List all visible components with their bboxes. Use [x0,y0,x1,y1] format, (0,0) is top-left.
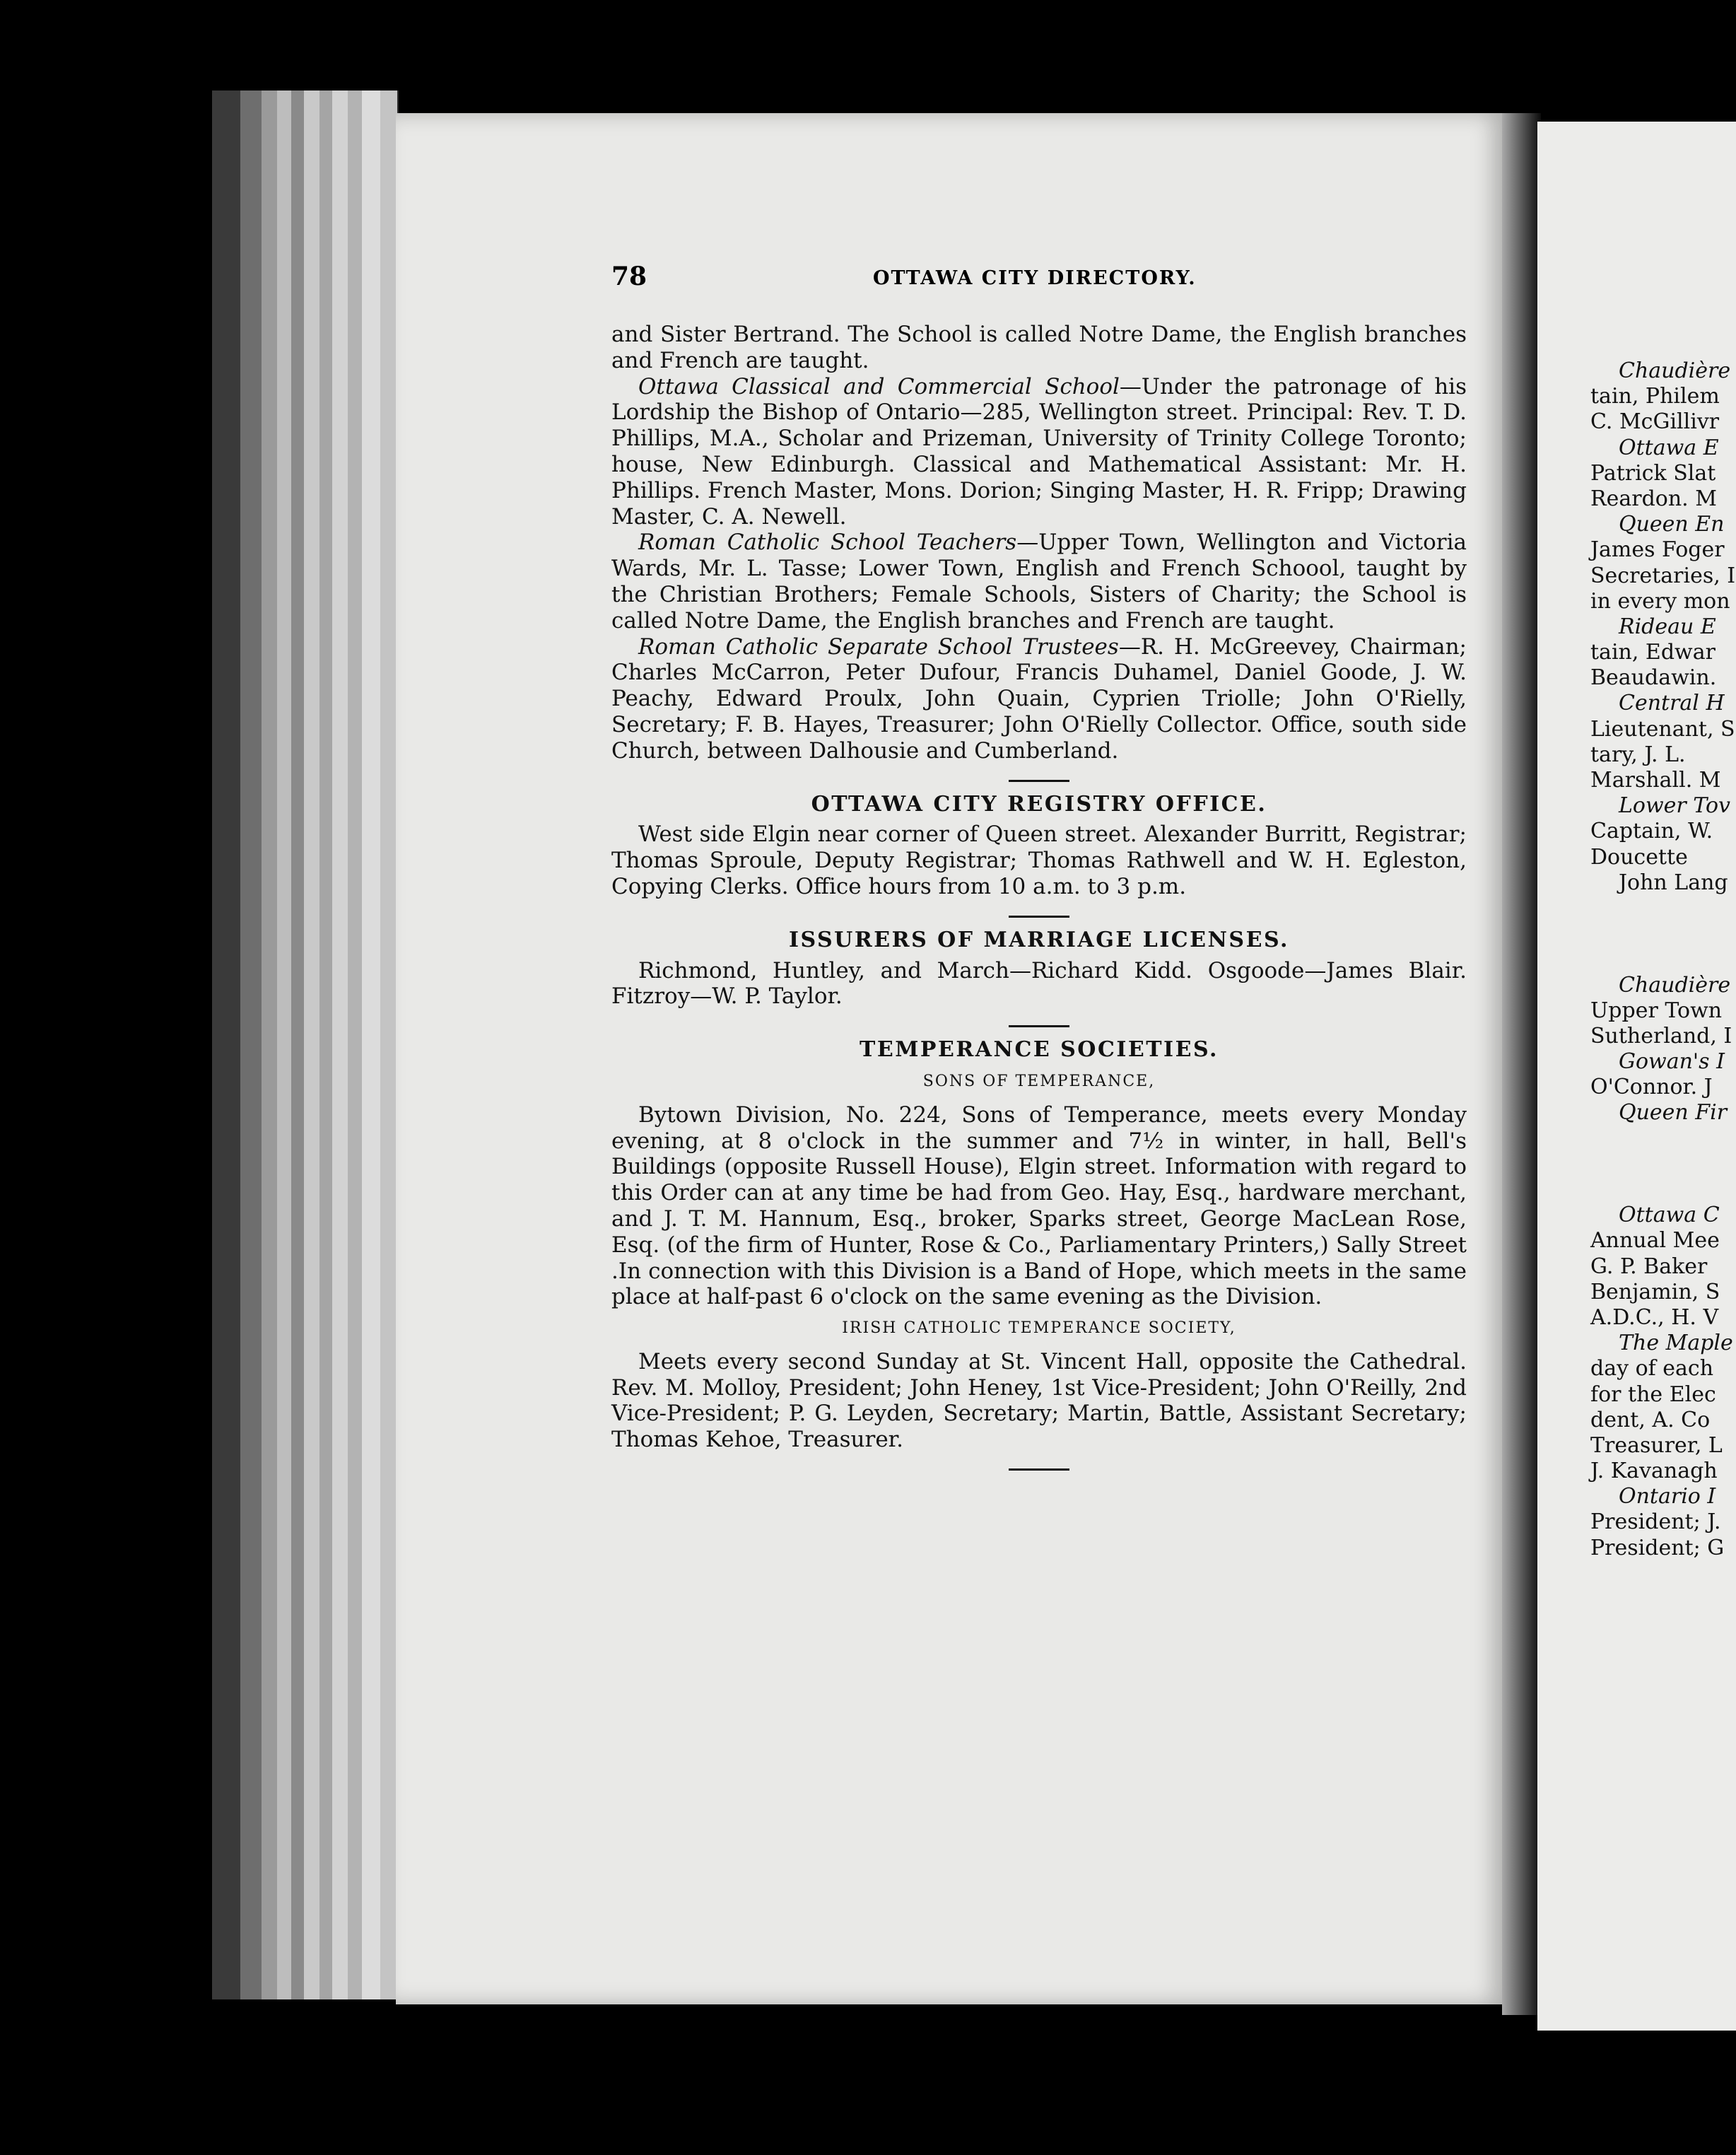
facing-page-line: in every mon [1590,588,1730,614]
facing-page-line [1590,1152,1736,1177]
entry-title: Ottawa Classical and Commercial School [638,373,1120,399]
facing-page-line [1590,1177,1736,1203]
facing-page-line: Lower Tov [1619,793,1730,819]
facing-page-line: for the Elec [1590,1382,1716,1407]
facing-page-line: Gowan's I [1619,1049,1725,1075]
facing-page-line: Secretaries, I [1590,563,1736,588]
facing-page-line: Patrick Slat [1590,460,1716,486]
facing-page-line: Beaudawin. [1590,665,1717,691]
facing-page-line: Rideau E [1619,614,1716,639]
paragraph-continuation: and Sister Bertrand. The School is called Notre Dame, the English branches and French are taught. [611,322,1467,373]
facing-page-line: J. Kavanagh [1590,1459,1718,1484]
facing-page-line: Lieutenant, S [1590,716,1735,742]
running-title: OTTAWA CITY DIRECTORY. [873,267,1197,289]
end-rule [1009,1468,1069,1471]
paragraph-classical-school [611,374,1467,530]
facing-page-text [1590,358,1736,1561]
entry-title: Roman Catholic Separate School Trustees [638,633,1119,660]
facing-page-line: John Lang [1619,870,1728,895]
running-head [611,262,1463,290]
facing-page-line: tain, Philem [1590,384,1720,409]
section-heading-temperance: TEMPERANCE SOCIETIES. [860,1037,1219,1063]
facing-page-line: Central H [1619,691,1725,716]
section-heading-registry: OTTAWA CITY REGISTRY OFFICE. [811,791,1267,817]
facing-page-line: dent, A. Co [1590,1407,1711,1432]
facing-page-line: The Maple [1619,1331,1733,1356]
section-rule [1009,1025,1069,1027]
facing-page-line: G. P. Baker [1590,1254,1708,1279]
paragraph-rc-trustees [611,634,1467,764]
section-rule [1009,916,1069,918]
facing-page-line [1590,896,1736,921]
section-heading-marriage: ISSURERS OF MARRIAGE LICENSES. [788,927,1290,952]
facing-page-line: Queen Fir [1619,1100,1728,1126]
facing-page [1537,122,1736,2031]
page-edges [212,90,397,1999]
facing-page-line: President; J. [1590,1509,1721,1535]
facing-page-line: Upper Town [1590,998,1723,1023]
entry-title: Roman Catholic School Teachers [638,530,1017,556]
facing-page-line: Sutherland, I [1590,1023,1732,1049]
facing-page-line: James Foger [1590,537,1725,563]
facing-page-line: O'Connor. J [1590,1075,1713,1100]
facing-page-line: Reardon. M [1590,486,1717,511]
facing-page-line: A.D.C., H. V [1590,1304,1719,1330]
facing-page-line [1590,921,1736,947]
entry-text: —Under the patronage of his Lordship the Bishop of Ontario—285, Wellington street. Principal: Rev. T. D. Phillips, M.A., Scholar and Prizeman, University of Trinity College Toronto; house, New Edinburgh. Classical and Mathematical Assistant: Mr. H. Phillips. French Master, Mons. Dorion; Singing Master, H. R. Fripp; Drawing Master, C. A. Newell. [611,373,1467,530]
paragraph-irish: Meets every second Sunday at St. Vincent Hall, opposite the Cathedral. Rev. M. Molloy, President; John Heney, 1st Vice-President; John O'Reilly, 2nd Vice-President; P. G. Leyden, Secretary; Martin, Battle, Assistant Secretary; Thomas Kehoe, Treasurer. [611,1348,1467,1453]
facing-page-line: Captain, W. [1590,819,1713,844]
facing-page-line: Ontario I [1619,1484,1716,1509]
entry-text: —Upper Town, Wellington and Victoria Wards, Mr. L. Tasse; Lower Town, English and French Schoool, taught by the Christian Brothers; Female Schools, Sisters of Charity; the School is called Notre Dame, the English branches and French are taught. [611,530,1467,633]
facing-page-line: Marshall. M [1590,768,1721,793]
subheading-sons: SONS OF TEMPERANCE, [922,1072,1156,1090]
facing-page-line: Ottawa C [1619,1203,1720,1228]
book-gutter [1502,113,1541,2015]
subheading-irish: IRISH CATHOLIC TEMPERANCE SOCIETY, [842,1319,1236,1338]
facing-page-line: tain, Edwar [1590,640,1716,665]
facing-page-line [1590,947,1736,972]
facing-page-line: day of each [1590,1356,1714,1382]
facing-page-line: C. McGillivr [1590,409,1720,435]
facing-page-line: Chaudière [1619,972,1731,998]
facing-page-line: Treasurer, L [1590,1432,1723,1458]
page-number: 78 [611,262,647,291]
paragraph-registry: West side Elgin near corner of Queen street. Alexander Burritt, Registrar; Thomas Sproule, Deputy Registrar; Thomas Rathwell and W. H. Egleston, Copying Clerks. Office hours from 10 a.m. to 3 p.m. [611,822,1467,899]
entry-text: —R. H. McGreevey, Chairman; Charles McCarron, Peter Dufour, Francis Duhamel, Daniel Goode, J. W. Peachy, Edward Proulx, John Quain, Cyprien Triolle; John O'Rielly, Secretary; F. B. Hayes, Treasurer; John O'Rielly Collector. Office, south side Church, between Dalhousie and Cumberland. [611,633,1467,764]
paragraph-sons: Bytown Division, No. 224, Sons of Temperance, meets every Monday evening, at 8 o'clock in the summer and 7½ in winter, in hall, Bell's Buildings (opposite Russell House), Elgin street. Information with regard to this Order can at any time be had from Geo. Hay, Esq., hardware merchant, and J. T. M. Hannum, Esq., broker, Sparks street, George MacLean Rose, Esq. (of the firm of Hunter, Rose & Co., Parliamentary Printers,) Sally Street .In connection with this Division is a Band of Hope, which meets in the same place at half-past 6 o'clock on the same evening as the Division. [611,1102,1467,1310]
facing-page-line: President; G [1590,1535,1725,1560]
section-rule [1009,780,1069,782]
facing-page-line [1590,1126,1736,1152]
facing-page-line: Ottawa E [1619,435,1719,460]
facing-page-line: Chaudière [1619,358,1731,383]
page-body [611,322,1467,1481]
facing-page-line: tary, J. L. [1590,742,1686,767]
facing-page-line: Queen En [1619,512,1725,537]
facing-page-line: Annual Mee [1590,1228,1720,1254]
facing-page-line: Benjamin, S [1590,1279,1720,1304]
paragraph-rc-teachers [611,530,1467,633]
facing-page-line: Doucette [1590,844,1688,870]
paragraph-marriage: Richmond, Huntley, and March—Richard Kidd. Osgoode—James Blair. Fitzroy—W. P. Taylor. [611,957,1467,1010]
